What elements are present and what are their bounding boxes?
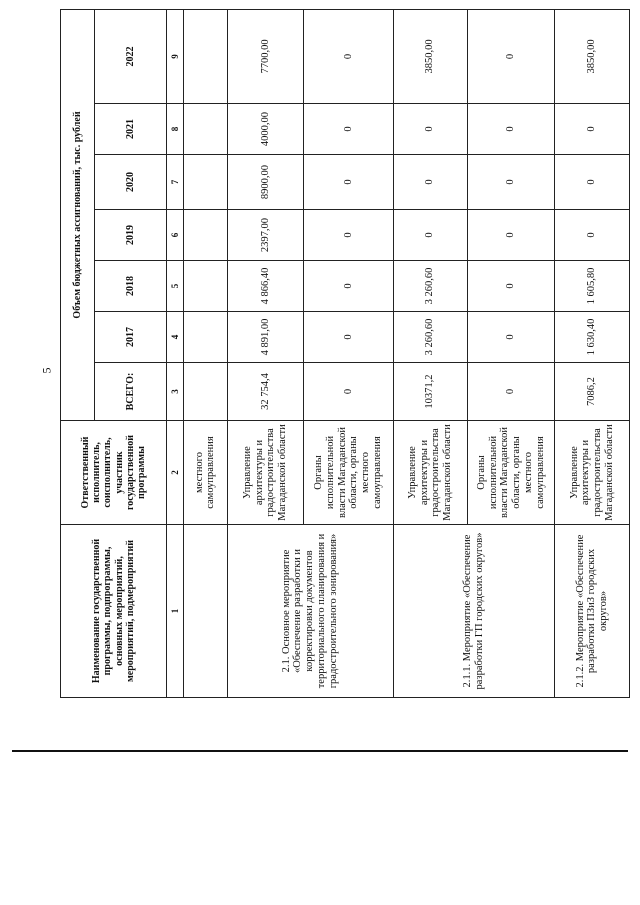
col-index: 6 [167,210,184,261]
value-2017: 0 [468,312,555,363]
value-2022: 0 [304,9,393,103]
value-total: 32 754,4 [227,363,304,421]
value-2017: 0 [304,312,393,363]
col-index: 4 [167,312,184,363]
value-2018 [184,261,228,312]
program-name-cell [184,525,228,698]
value-2020: 0 [304,155,393,210]
table-row [555,9,630,697]
executor-cell: местного самоуправления [184,421,228,525]
executor-cell: Управление архитектуры и градостроительства Магаданской области [393,421,468,525]
value-2017: 4 891,00 [227,312,304,363]
value-2019: 0 [304,210,393,261]
header-year-2018: 2018 [95,261,167,312]
header-executor: Ответственный исполнитель, соисполнитель, участник государственной программы [61,421,167,525]
budget-table [60,9,630,698]
program-name-cell: 2.1. Основное мероприятие «Обеспечение разработки и корректировки документов территориального планирования и градостроительного зонирования» [227,525,393,698]
value-2017: 3 260,60 [393,312,468,363]
value-total: 0 [304,363,393,421]
header-year-2020: 2020 [95,155,167,210]
table-row [184,9,228,697]
value-2019: 0 [468,210,555,261]
value-2021: 0 [304,104,393,155]
value-2017 [184,312,228,363]
col-index: 3 [167,363,184,421]
col-index: 7 [167,155,184,210]
value-total: 7086,2 [555,363,630,421]
executor-cell: Органы исполнительной власти Магаданской области, органы местного самоуправления [304,421,393,525]
value-2020: 0 [555,155,630,210]
col-index: 9 [167,9,184,103]
value-total: 0 [468,363,555,421]
header-year-2022: 2022 [95,9,167,103]
value-2021: 0 [393,104,468,155]
column-index-row [167,9,184,697]
value-total: 10371,2 [393,363,468,421]
budget-table-rotated [60,10,630,698]
value-2021 [184,104,228,155]
value-2018: 0 [468,261,555,312]
value-2018: 3 260,60 [393,261,468,312]
executor-cell: Органы исполнительной власти Магаданской области, органы местного самоуправления [468,421,555,525]
header-budget: Объем бюджетных ассигнований, тыс. рублей [61,9,95,420]
value-2022: 3850,00 [555,9,630,103]
value-2021: 4000,00 [227,104,304,155]
value-2022 [184,9,228,103]
program-name-cell: 2.1.2. Мероприятие «Обеспечение разработки ПЗиЗ городских округов» [555,525,630,698]
executor-cell: Управление архитектуры и градостроительства Магаданской области [227,421,304,525]
value-2018: 4 866,40 [227,261,304,312]
value-2017: 1 630,40 [555,312,630,363]
col-index: 2 [167,421,184,525]
header-year-2021: 2021 [95,104,167,155]
value-2022: 7700,00 [227,9,304,103]
col-index: 5 [167,261,184,312]
table-row [227,9,304,697]
value-total [184,363,228,421]
page-number: 5 [39,367,54,374]
value-2022: 0 [468,9,555,103]
value-2022: 3850,00 [393,9,468,103]
value-2019: 2397,00 [227,210,304,261]
program-name-cell: 2.1.1. Мероприятие «Обеспечение разработки ГП городских округов» [393,525,555,698]
value-2020: 0 [468,155,555,210]
value-2019 [184,210,228,261]
value-2020: 0 [393,155,468,210]
header-year-2019: 2019 [95,210,167,261]
value-2018: 0 [304,261,393,312]
table-row [393,9,468,697]
col-index: 1 [167,525,184,698]
header-total: ВСЕГО: [95,363,167,421]
header-year-2017: 2017 [95,312,167,363]
value-2021: 0 [555,104,630,155]
value-2020 [184,155,228,210]
value-2019: 0 [393,210,468,261]
col-index: 8 [167,104,184,155]
header-program-name: Наименование государственной программы, подпрограммы, основных мероприятий, мероприятий, подмероприятий [61,525,167,698]
value-2018: 1 605,80 [555,261,630,312]
value-2020: 8900,00 [227,155,304,210]
value-2019: 0 [555,210,630,261]
bottom-rule [12,750,628,752]
executor-cell: Управление архитектуры и градостроительства Магаданской области [555,421,630,525]
value-2021: 0 [468,104,555,155]
